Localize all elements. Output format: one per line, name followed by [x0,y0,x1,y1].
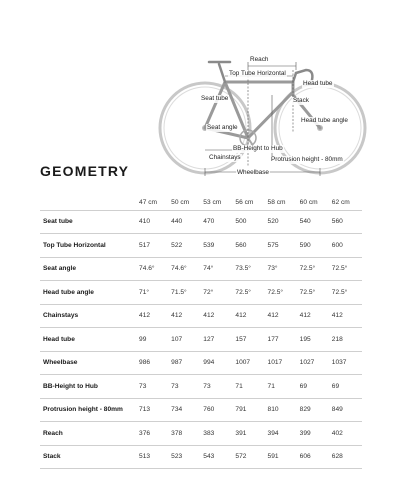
table-cell: 600 [330,234,362,258]
column-header: 53 cm [201,196,233,210]
table-cell: 522 [169,234,201,258]
table-cell: 734 [169,398,201,422]
table-cell: 127 [201,328,233,352]
table-cell: 591 [266,445,298,469]
table-cell: 412 [233,304,265,328]
label-chainstays: Chainstays [209,154,241,161]
column-header: 62 cm [330,196,362,210]
table-cell: 572 [233,445,265,469]
table-cell: 810 [266,398,298,422]
label-seat-angle: Seat angle [207,124,238,131]
table-cell: 412 [298,304,330,328]
table-row [40,257,362,281]
table-cell: 440 [169,210,201,234]
table-cell: 69 [330,375,362,399]
table-cell: 628 [330,445,362,469]
label-stack: Stack [293,97,309,104]
label-seat-tube: Seat tube [201,95,229,102]
table-cell: 73 [169,375,201,399]
row-label: Seat angle [40,257,137,281]
table-cell: 74° [201,257,233,281]
row-label: BB-Height to Hub [40,375,137,399]
table-cell: 412 [169,304,201,328]
table-cell: 543 [201,445,233,469]
column-header: 60 cm [298,196,330,210]
header-blank [40,196,137,210]
table-row [40,375,362,399]
column-header: 56 cm [233,196,265,210]
table-cell: 590 [298,234,330,258]
table-cell: 517 [137,234,169,258]
table-cell: 412 [201,304,233,328]
row-label: Top Tube Horizontal [40,234,137,258]
table-cell: 394 [266,422,298,446]
table-cell: 412 [266,304,298,328]
row-label: Protrusion height - 80mm [40,398,137,422]
table-row [40,210,362,234]
table-cell: 71° [137,281,169,305]
table-cell: 523 [169,445,201,469]
table-cell: 1037 [330,351,362,375]
table-cell: 560 [330,210,362,234]
table-cell: 791 [233,398,265,422]
table-header-row [40,196,362,210]
table-cell: 513 [137,445,169,469]
table-cell: 376 [137,422,169,446]
column-header: 47 cm [137,196,169,210]
table-cell: 412 [330,304,362,328]
table-cell: 412 [137,304,169,328]
table-cell: 539 [201,234,233,258]
table-row [40,445,362,469]
label-head-tube: Head tube [303,80,333,87]
table-cell: 410 [137,210,169,234]
table-cell: 74.6° [137,257,169,281]
table-cell: 99 [137,328,169,352]
row-label: Stack [40,445,137,469]
column-header: 50 cm [169,196,201,210]
table-cell: 72° [201,281,233,305]
table-cell: 73 [137,375,169,399]
table-cell: 470 [201,210,233,234]
table-cell: 760 [201,398,233,422]
table-cell: 107 [169,328,201,352]
table-cell: 606 [298,445,330,469]
table-cell: 987 [169,351,201,375]
row-label: Chainstays [40,304,137,328]
table-cell: 73° [266,257,298,281]
label-reach: Reach [250,56,269,63]
table-cell: 540 [298,210,330,234]
table-cell: 383 [201,422,233,446]
table-row [40,422,362,446]
label-head-tube-angle: Head tube angle [301,117,348,124]
table-cell: 829 [298,398,330,422]
geometry-table [40,196,362,469]
table-row [40,328,362,352]
table-cell: 1007 [233,351,265,375]
table-cell: 560 [233,234,265,258]
table-cell: 402 [330,422,362,446]
table-cell: 500 [233,210,265,234]
row-label: Reach [40,422,137,446]
table-cell: 378 [169,422,201,446]
table-row [40,281,362,305]
table-cell: 73.5° [233,257,265,281]
table-cell: 69 [298,375,330,399]
table-cell: 575 [266,234,298,258]
table-cell: 520 [266,210,298,234]
table-cell: 1027 [298,351,330,375]
table-cell: 399 [298,422,330,446]
table-cell: 72.5° [266,281,298,305]
table-cell: 713 [137,398,169,422]
table-cell: 74.6° [169,257,201,281]
table-cell: 71 [233,375,265,399]
table-cell: 1017 [266,351,298,375]
table-cell: 994 [201,351,233,375]
table-cell: 72.5° [298,281,330,305]
row-label: Wheelbase [40,351,137,375]
table-row [40,304,362,328]
table-cell: 71.5° [169,281,201,305]
table-cell: 218 [330,328,362,352]
table-cell: 72.5° [330,257,362,281]
label-wheelbase: Wheelbase [237,169,269,176]
table-cell: 157 [233,328,265,352]
table-cell: 72.5° [330,281,362,305]
table-row [40,398,362,422]
table-row [40,351,362,375]
table-cell: 73 [201,375,233,399]
table-row [40,234,362,258]
table-cell: 72.5° [298,257,330,281]
table-cell: 849 [330,398,362,422]
row-label: Head tube angle [40,281,137,305]
column-header: 58 cm [266,196,298,210]
page-title: GEOMETRY [40,163,130,179]
table-cell: 71 [266,375,298,399]
table-cell: 391 [233,422,265,446]
table-cell: 986 [137,351,169,375]
geometry-diagram [0,0,400,185]
table-body [40,210,362,469]
table-cell: 177 [266,328,298,352]
table-cell: 72.5° [233,281,265,305]
table-cell: 195 [298,328,330,352]
label-bb-height: BB-Height to Hub [233,145,283,152]
label-top-tube-horizontal: Top Tube Horizontal [229,70,286,77]
label-protrusion: Protrusion height - 80mm [271,156,343,163]
row-label: Head tube [40,328,137,352]
row-label: Seat tube [40,210,137,234]
